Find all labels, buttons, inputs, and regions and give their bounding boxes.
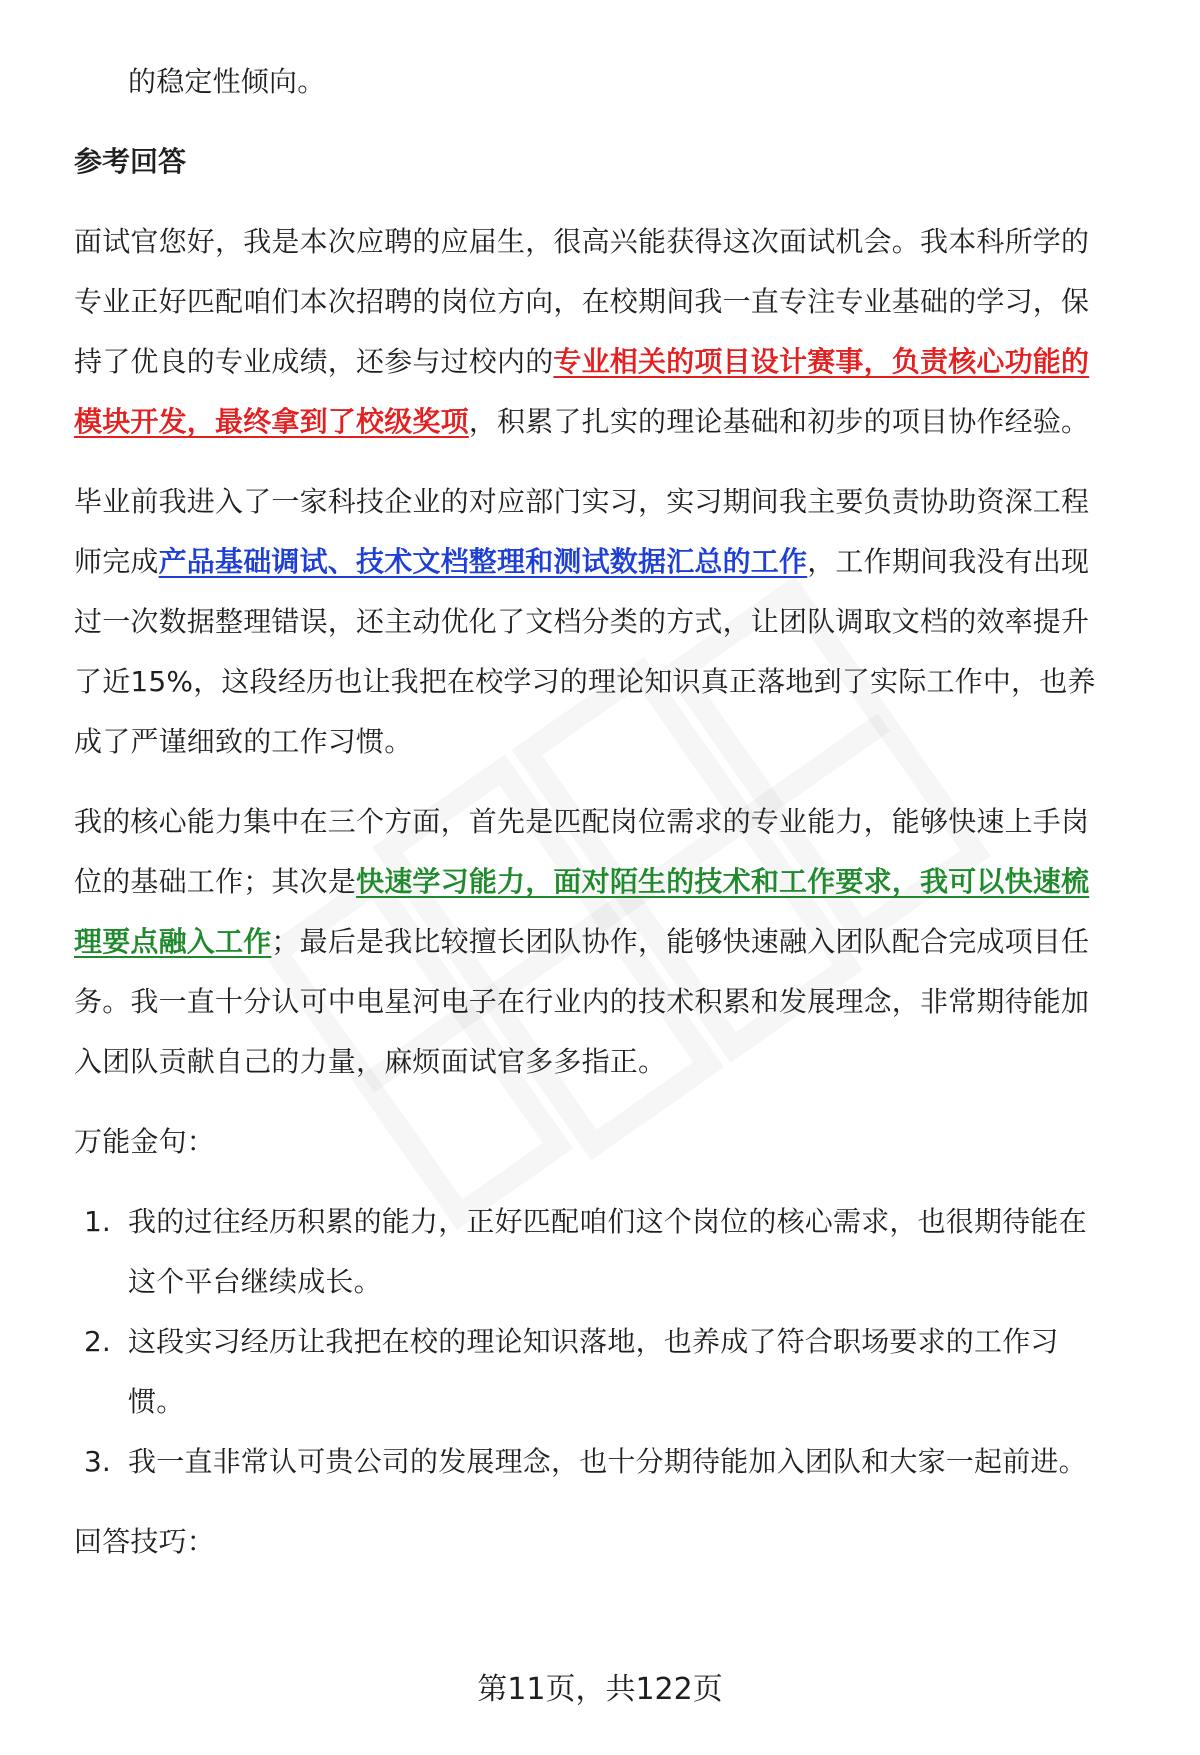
answer-heading: 参考回答 [74,145,187,178]
paragraph-line [74,392,1146,452]
answer-paragraph-2 [74,472,1146,772]
paragraph-text: 位的基础工作；其次是 [74,865,357,898]
paragraph-line: 我的核心能力集中在三个方面，首先是匹配岗位需求的专业能力，能够快速上手岗 [74,805,1090,838]
list-line: 这个平台继续成长。 [128,1265,382,1298]
paragraph-line [74,852,1146,912]
document-body [74,52,1146,1572]
paragraph-line: 了近15%，这段经历也让我把在校学习的理论知识真正落地到了实际工作中，也养 [74,665,1096,698]
paragraph-text: ；最后是我比较擅长团队协作，能够快速融入团队配合完成项目任 [271,925,1090,958]
paragraph-line: 入团队贡献自己的力量，麻烦面试官多多指正。 [74,1045,667,1078]
highlight-red: 模块开发，最终拿到了校级奖项 [74,405,469,438]
list-number: 1. [84,1205,111,1238]
paragraph-line: 面试官您好，我是本次应聘的应届生，很高兴能获得这次面试机会。我本科所学的 [74,225,1090,258]
paragraph-line [74,532,1146,592]
paragraph-text: ，工作期间我没有出现 [807,545,1090,578]
paragraph-line: 毕业前我进入了一家科技企业的对应部门实习，实习期间我主要负责协助资深工程 [74,485,1090,518]
list-line: 这段实习经历让我把在校的理论知识落地，也养成了符合职场要求的工作习 [128,1325,1059,1358]
list-item [74,1192,1146,1312]
answer-paragraph-1 [74,212,1146,452]
list-number: 2. [84,1325,111,1358]
paragraph-line: 过一次数据整理错误，还主动优化了文档分类的方式，让团队调取文档的效率提升 [74,605,1090,638]
paragraph-line: 成了严谨细致的工作习惯。 [74,725,413,758]
highlight-green: 快速学习能力，面对陌生的技术和工作要求，我可以快速梳 [356,865,1090,898]
list-line: 惯。 [128,1385,185,1418]
intro-tail: 的稳定性倾向。 [128,65,326,98]
paragraph-text: 师完成 [74,545,159,578]
paragraph-line: 专业正好匹配咱们本次招聘的岗位方向，在校期间我一直专注专业基础的学习，保 [74,285,1090,318]
paragraph-line [74,912,1146,972]
highlight-red: 专业相关的项目设计赛事，负责核心功能的 [553,345,1090,378]
list-item [74,1432,1146,1492]
tips-heading: 回答技巧： [74,1525,216,1558]
list-item [74,1312,1146,1432]
answer-paragraph-3 [74,792,1146,1092]
highlight-blue: 产品基础调试、技术文档整理和测试数据汇总的工作 [158,545,808,578]
list-line: 我一直非常认可贵公司的发展理念，也十分期待能加入团队和大家一起前进。 [128,1445,1087,1478]
list-number: 3. [84,1445,111,1478]
list-line: 我的过往经历积累的能力，正好匹配咱们这个岗位的核心需求，也很期待能在 [128,1205,1087,1238]
golden-list [74,1192,1146,1492]
paragraph-text: ，积累了扎实的理论基础和初步的项目协作经验。 [468,405,1090,438]
page-number: 第11页，共122页 [477,1672,723,1707]
paragraph-line [74,332,1146,392]
golden-heading: 万能金句： [74,1125,216,1158]
paragraph-line: 务。我一直十分认可中电星河电子在行业内的技术积累和发展理念，非常期待能加 [74,985,1090,1018]
paragraph-text: 持了优良的专业成绩，还参与过校内的 [74,345,554,378]
highlight-green: 理要点融入工作 [74,925,272,958]
